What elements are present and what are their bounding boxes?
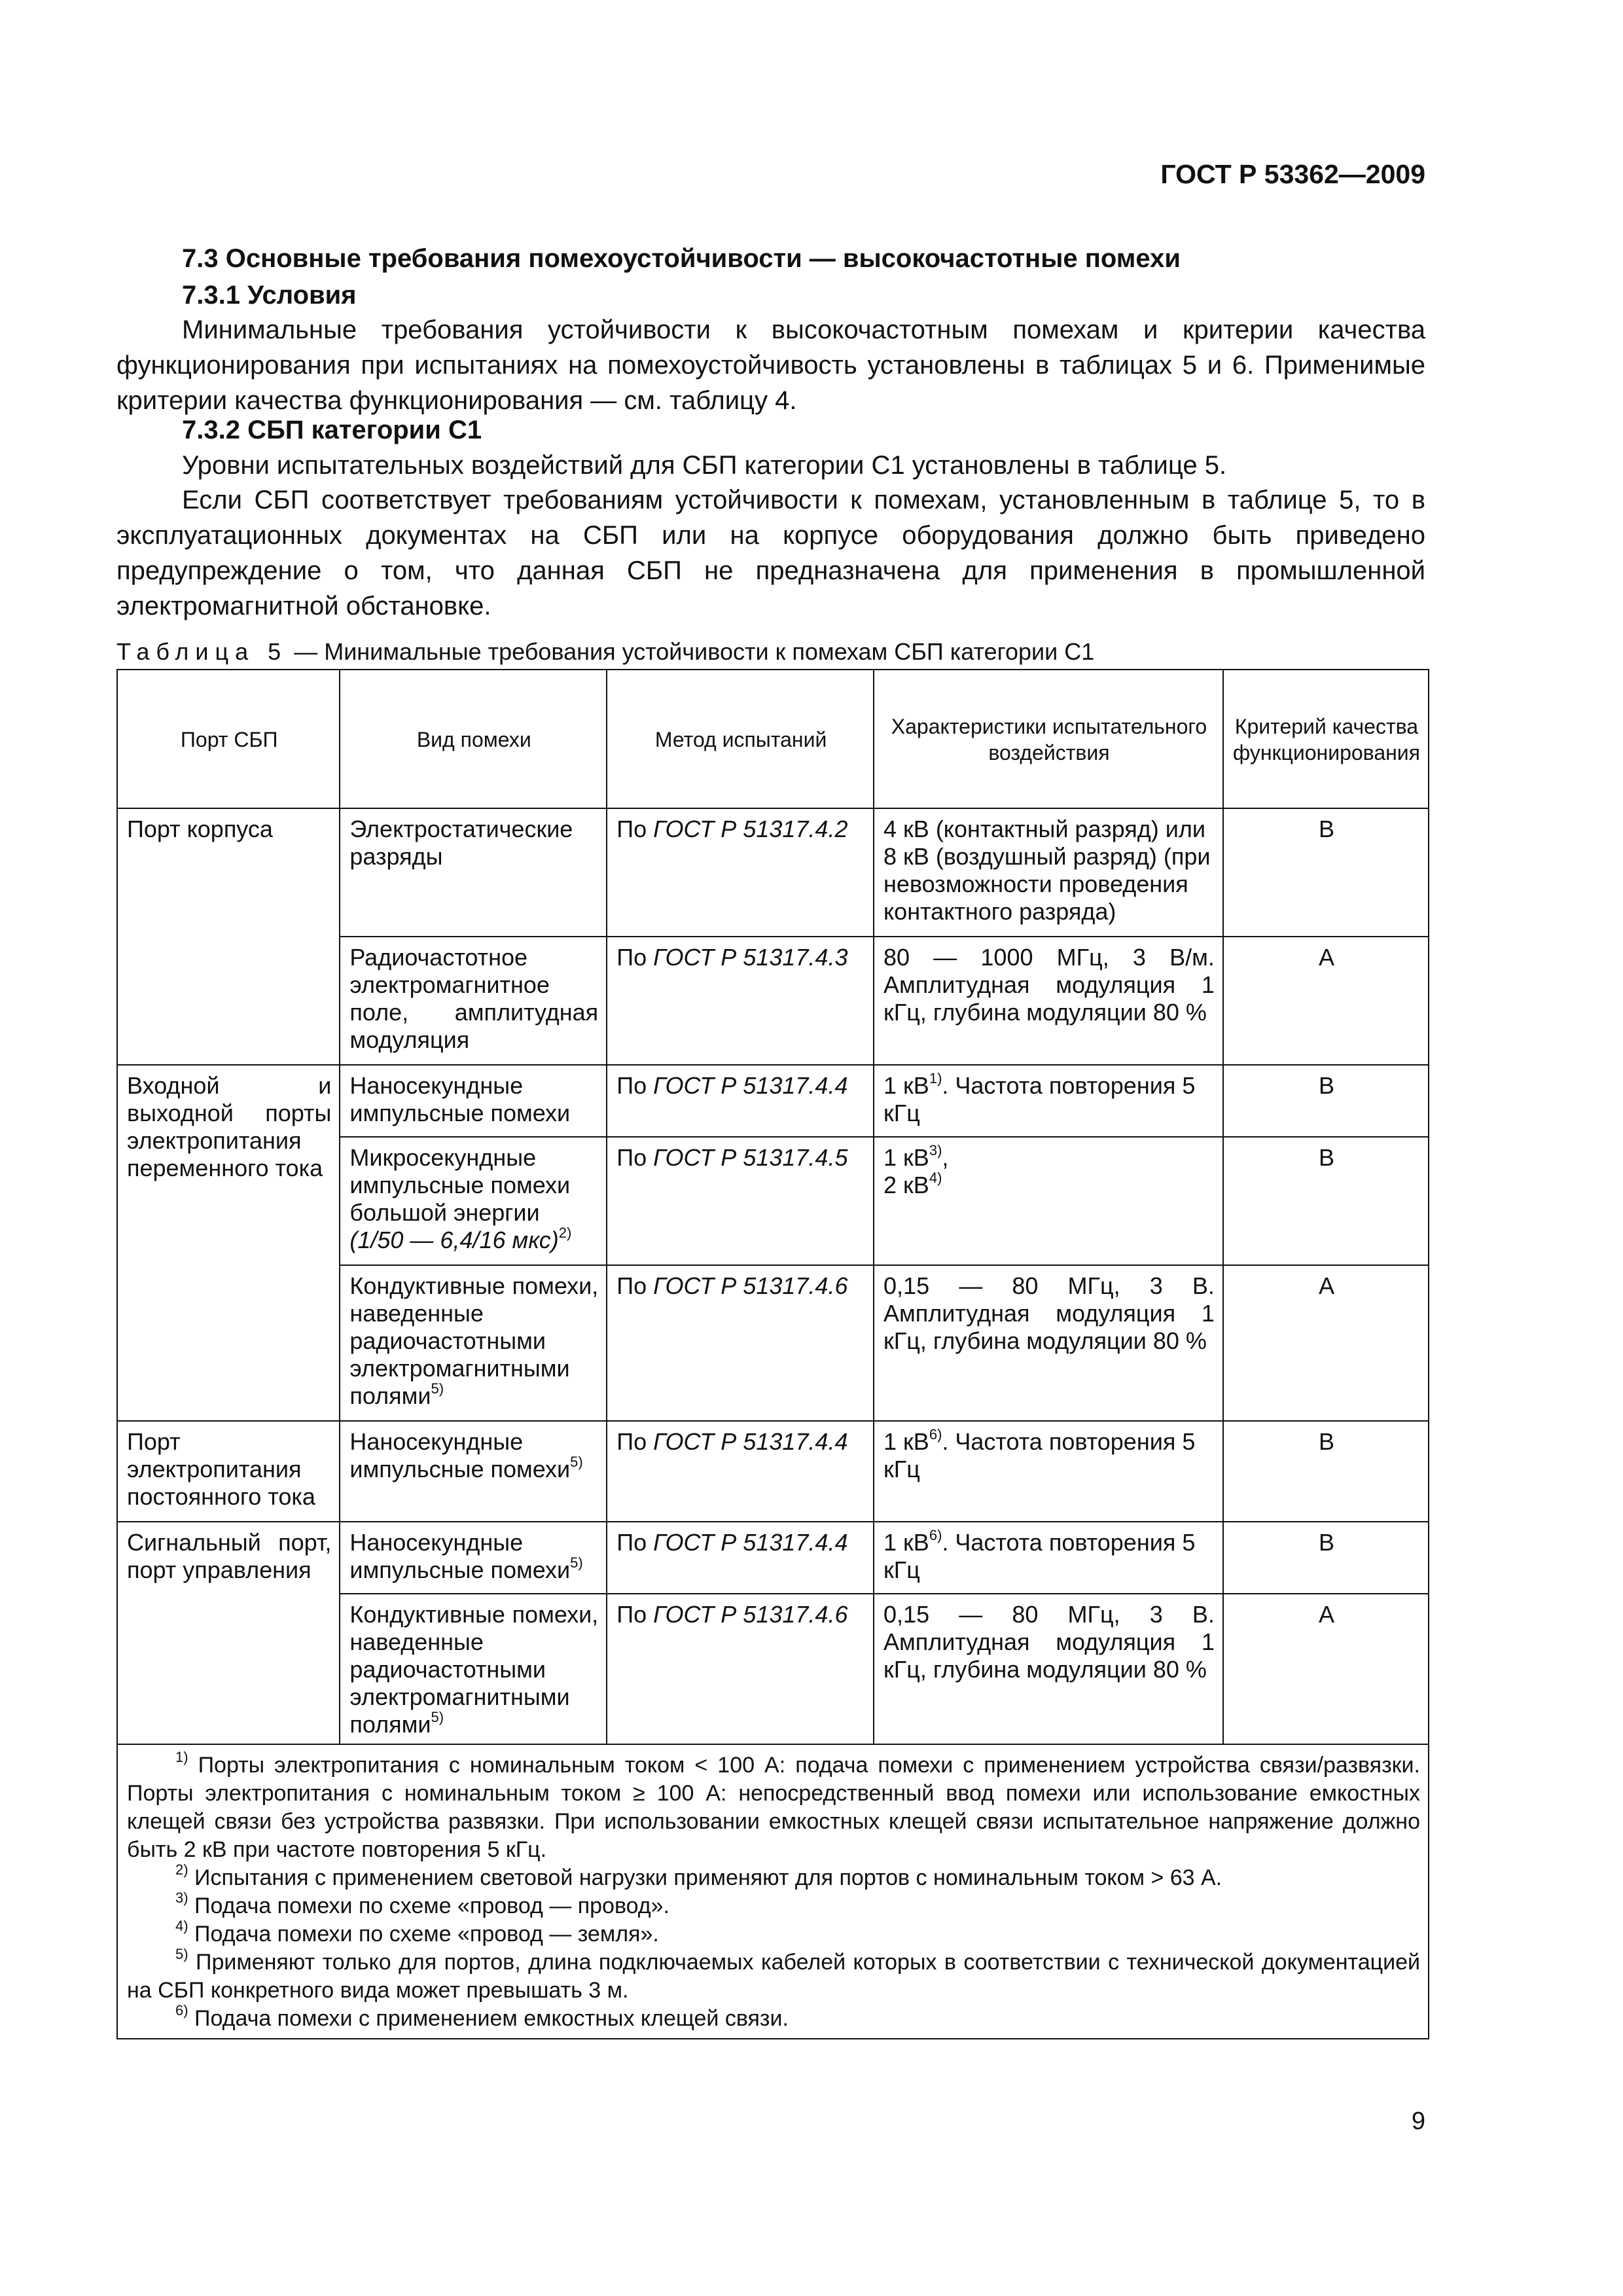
method-cell: По ГОСТ Р 51317.4.3: [607, 937, 874, 1065]
method-cell: По ГОСТ Р 51317.4.5: [607, 1137, 874, 1265]
table-caption-label: Таблица 5: [116, 638, 288, 665]
header-characteristics: Характеристики испытательного воздействия: [874, 670, 1223, 808]
criterion-cell: В: [1223, 1137, 1429, 1265]
paragraph-warning: Если СБП соответствует требованиям устойчивости к помехам, установленным в таблице 5, то в эксплуатационных документах на СБП или на корпусе оборудования должно быть приведено предупреждение о том, что данная СБП не предназначена для применения в промышленной электромагнитной обстановке.: [116, 486, 1425, 620]
table-notes: [117, 1744, 1429, 2039]
port-cell: Порт электропитания постоянного тока: [117, 1421, 340, 1522]
type-cell: Кондуктивные помехи, наведенные радиочастотными электромагнитными полями$^{5)}$: [340, 1265, 607, 1421]
table-row: [117, 1421, 1429, 1522]
immunity-table: [116, 669, 1429, 2039]
paragraph-conditions: Минимальные требования устойчивости к высокочастотным помехам и критерии качества функционирования при испытаниях на помехоустойчивость установлены в таблицах 5 и 6. Применимые критерии качества функционирования — см. таблицу 4.: [116, 315, 1425, 415]
characteristics-cell: 0,15 — 80 МГц, 3 В. Амплитудная модуляция 1 кГц, глубина модуляции 80 %: [874, 1265, 1223, 1421]
characteristics-cell: 1 $кВ^{6)}$. Частота повторения 5 кГц: [874, 1522, 1223, 1594]
method-cell: По ГОСТ Р 51317.4.4: [607, 1065, 874, 1137]
footnote: $^{3)}$ Подача помехи по схеме «провод — провод».: [175, 1890, 669, 1918]
footnote: $^{6)}$ Подача помехи с применением емкостных клещей связи.: [175, 2002, 789, 2031]
header-criterion: Критерий качества функционирования: [1223, 670, 1429, 808]
footnote: $^{1)}$ Порты электропитания с номинальным током < 100 А: подача помехи с применением устройства связи/развязки. Порты электропитания с номинальным током ≥ 100 А: непосредственный ввод помехи или использование емкостных клещей связи без устройства развязки. При использовании емкостных клещей связи испытательное напряжение должно быть 2 кВ при частоте повторения 5 кГц.: [127, 1749, 1420, 1862]
footnote: $^{5)}$ Применяют только для портов, длина подключаемых кабелей которых в соответствии с технической документацией на СБП конкретного вида может превышать 3 м.: [127, 1946, 1420, 2003]
characteristics-cell: 4 кВ (контактный разряд) или 8 кВ (воздушный разряд) (при невозможности проведения контактного разряда): [874, 808, 1223, 937]
section-7-3-2-heading: 7.3.2 СБП категории С1: [182, 416, 482, 444]
section-7-3-1-heading: 7.3.1 Условия: [182, 281, 357, 310]
criterion-cell: В: [1223, 1421, 1429, 1522]
table-row: [117, 808, 1429, 937]
type-cell: Наносекундные импульсные помехи: [340, 1065, 607, 1137]
port-cell: Входной и выходной порты электропитания переменного тока: [117, 1065, 340, 1421]
table-notes-row: [117, 1744, 1429, 2039]
page-number: 9: [1411, 2108, 1425, 2135]
type-cell: Электростатические разряды: [340, 808, 607, 937]
criterion-cell: А: [1223, 1265, 1429, 1421]
type-cell: Кондуктивные помехи, наведенные радиочастотными электромагнитными полями$^{5)}$: [340, 1594, 607, 1744]
characteristics-cell: 1 $кВ^{3)}$, 2 $кВ^{4)}$: [874, 1137, 1223, 1265]
port-cell: Сигнальный порт, порт управления: [117, 1522, 340, 1744]
document-id: ГОСТ Р 53362—2009: [1160, 159, 1425, 189]
criterion-cell: В: [1223, 808, 1429, 937]
method-cell: По ГОСТ Р 51317.4.6: [607, 1594, 874, 1744]
table-row: [117, 1522, 1429, 1594]
header-type: Вид помехи: [340, 670, 607, 808]
port-cell: Порт корпуса: [117, 808, 340, 1065]
criterion-cell: А: [1223, 937, 1429, 1065]
footnote: $^{4)}$ Подача помехи по схеме «провод — земля».: [175, 1918, 659, 1946]
type-cell: Наносекундные импульсные помехи$^{5)}$: [340, 1522, 607, 1594]
section-7-3-heading: 7.3 Основные требования помехоустойчивости — высокочастотные помехи: [182, 244, 1181, 273]
characteristics-cell: 0,15 — 80 МГц, 3 В. Амплитудная модуляция 1 кГц, глубина модуляции 80 %: [874, 1594, 1223, 1744]
footnote: $^{2)}$ Испытания с применением световой нагрузки применяют для портов с номинальным током > 63 А.: [175, 1861, 1222, 1890]
characteristics-cell: 1 $кВ^{6)}$. Частота повторения 5 кГц: [874, 1421, 1223, 1522]
type-cell: Наносекундные импульсные помехи$^{5)}$: [340, 1421, 607, 1522]
method-cell: По ГОСТ Р 51317.4.6: [607, 1265, 874, 1421]
type-cell: Радиочастотное электромагнитное поле, амплитудная модуляция: [340, 937, 607, 1065]
method-cell: По ГОСТ Р 51317.4.4: [607, 1522, 874, 1594]
characteristics-cell: 1 $кВ^{1)}$. Частота повторения 5 кГц: [874, 1065, 1223, 1137]
method-cell: По ГОСТ Р 51317.4.4: [607, 1421, 874, 1522]
table-caption-text: — Минимальные требования устойчивости к помехам СБП категории С1: [294, 638, 1095, 665]
type-cell: Микросекундные импульсные помехи большой энергии (1/50 — 6,4/16 мкс)$^{2)}$: [340, 1137, 607, 1265]
table-header-row: [117, 670, 1429, 808]
paragraph-levels: Уровни испытательных воздействий для СБП категории С1 установлены в таблице 5.: [182, 451, 1227, 480]
header-method: Метод испытаний: [607, 670, 874, 808]
criterion-cell: В: [1223, 1522, 1429, 1594]
criterion-cell: А: [1223, 1594, 1429, 1744]
header-port: Порт СБП: [117, 670, 340, 808]
characteristics-cell: 80 — 1000 МГц, 3 В/м. Амплитудная модуляция 1 кГц, глубина модуляции 80 %: [874, 937, 1223, 1065]
criterion-cell: В: [1223, 1065, 1429, 1137]
table-row: [117, 1065, 1429, 1137]
table-caption: [116, 638, 1094, 666]
method-cell: По ГОСТ Р 51317.4.2: [607, 808, 874, 937]
